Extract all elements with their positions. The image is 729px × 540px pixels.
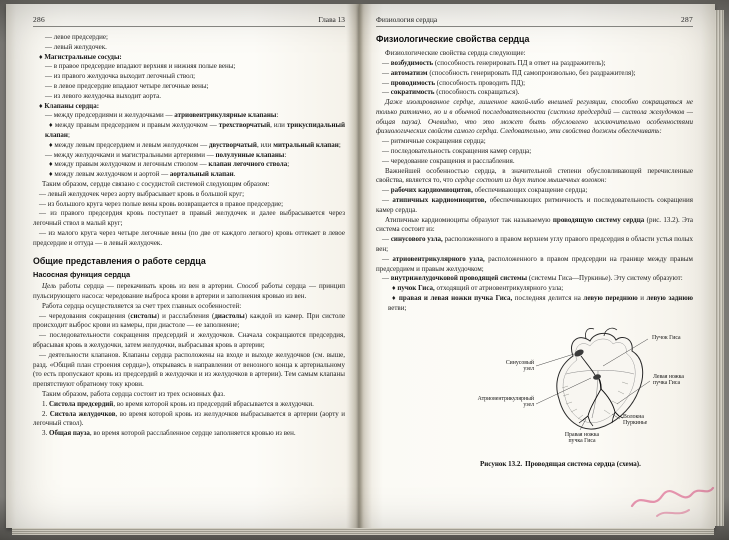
paragraph: Цель работы сердца — перекачивать кровь из вен в артерии. Способ работы сердца — принцип пульсирующего насоса: чередование выброса крови в артерии и заполнения кровью из вен. [33,282,346,300]
right-page [359,4,715,528]
paragraph: Работа сердца осуществляется за счет трех главных особенностей: [42,301,242,310]
list-item: — внутрижелудочковой проводящей системы (системы Гиса—Пуркинье). Эту систему образуют: [382,274,683,283]
list-item: — чередования сокращения (систолы) и расслабления (диастолы) каждой из камер. При систоле происходит выброс крови из камеры, при диастоле — ее заполнение; [33,311,346,330]
left-running-header [33,15,345,27]
book-spread [0,2,729,538]
paragraph: Даже изолированное сердце, лишенное какой-либо внешней регуляции, способно сокращаться не только ритмично, но и в обычной последовательности (систола предсердий — систола желудочков — общая пауза). Очевидно, что это может быть обусловлено исключительно особенностями физиологических свойств самого сердца. Следовательно, эти свойства должны обеспечивать: [376,98,693,136]
figure-label-av-node: Атриовентрикулярный узел [477,395,534,409]
figure-label-left-branch: Левая ножка пучка Гиса [653,373,684,387]
list-item: — последовательности сокращения предсердий и желудочков. Сначала сокращаются предсердия, вбрасывая кровь в желудочки, затем желудочки, выбрасывая кровь в артерии; [33,331,345,349]
figure-conduction-system [376,324,693,456]
figure-caption [480,460,693,468]
list-item: — в левое предсердие впадают четыре легочные вены; [45,81,209,90]
right-running-title: Физиология сердца [376,15,438,24]
list-item: ♦ Клапаны сердца: [39,101,100,110]
list-item: — из малого круга через четыре легочные вены (по две от каждого легкого) кровь оттекает в левое предсердие и оттуда — в левый желудочек. [33,228,345,247]
paragraph: Физиологические свойства сердца следующие: [385,49,526,58]
left-running-title: Глава 13 [318,15,345,24]
list-item: ♦ между левым желудочком и аортой — аортальный клапан. [49,170,236,179]
list-item: — между желудочками и магистральными артериями — полулунные клапаны: [45,150,287,159]
paragraph: Атипичные кардиомиоциты образуют так называемую проводящую систему сердца (рис. 13.2). Эта система состоит из: [376,215,693,234]
list-item: ♦ пучок Гиса, отходящий от атриовентрикулярного узла; [392,284,564,293]
list-item: — левое предсердие; [45,33,108,41]
list-item: — сократимость (способность сокращаться). [382,88,520,97]
figure-caption-text: Проводящая система сердца (схема). [525,459,641,468]
subsection-heading: Насосная функция сердца [33,269,131,279]
list-item: — деятельности клапанов. Клапаны сердца расположены на входе и выходе желудочков (см. выше, разд. «Общий план строения сердца»), открываясь в направлении от венозного конца к артериальному (то есть пропускают кровь из предсердий в желудочки и из желудочков в артерии). Тем самым клапаны препятствуют обратному току крови. [33,350,345,389]
page-stack-edge-bottom [12,528,714,535]
figure-label-sinus-node: Синусовый узел [505,359,534,373]
figure-label-right-branch: Правая ножка пучка Гиса [564,431,600,445]
right-running-header [376,15,693,27]
list-item: — атриовентрикулярного узла, расположенного в правом предсердии на границе между правым предсердием и правым желудочком; [376,254,693,273]
list-item: ♦ между правым желудочком и легочным стволом — клапан легочного ствола; [49,160,290,169]
list-item: — из левого желудочка выходит аорта. [45,91,161,100]
page-stack-edge-right [715,10,724,526]
list-item: — левый желудочек. [45,42,107,51]
list-item: — между предсердиями и желудочками — атриовентрикулярные клапаны: [45,111,279,120]
paragraph: Таким образом, сердце связано с сосудистой системой следующим образом: [42,179,270,188]
right-page-number: 287 [681,15,693,24]
list-item: ♦ правая и левая ножки пучка Гиса, последняя делится на левую переднюю и левую заднюю ветви; [388,294,694,312]
list-item: ♦ между левым предсердием и левым желудочком — двустворчатый, или митральный клапан; [49,140,341,149]
list-item: ♦ Магистральные сосуды: [39,52,122,61]
numbered-item: 3. Общая пауза, во время которой расслабленное сердце заполняется кровью из вен. [42,429,296,438]
left-page-text [33,33,345,439]
list-item: ♦ между правым предсердием и правым желудочком — трехстворчатый, или трикуспидальный клапан; [45,121,345,139]
right-page-text [376,34,693,314]
list-item: — в правое предсердие впадают верхняя и нижняя полые вены; [45,62,236,71]
list-item: — возбудимость (способность генерировать ПД в ответ на раздражитель); [382,58,606,67]
paragraph: Таким образом, работа сердца состоит из трех основных фаз. [42,389,225,398]
right-page-inner [359,4,715,528]
left-page [6,4,359,528]
list-item: — атипичных кардиомиоцитов, обеспечивающих ритмичность и последовательность сокращения камер сердца. [376,196,693,214]
left-page-number: 286 [33,15,45,24]
paragraph: Важнейшей особенностью сердца, в значительной степени обусловливающей перечисленные свойства, является то, что сердце состоит из двух типов мышечных волокон: [376,166,693,185]
section-heading: Общие представления о работе сердца [33,255,206,266]
figure-caption-label: Рисунок 13.2. [480,459,523,468]
heart-diagram-icon [376,324,693,456]
left-page-inner [6,4,359,528]
list-item: — чередование сокращения и расслабления. [382,156,515,165]
list-item: — левый желудочек через аорту выбрасывает кровь в большой круг; [39,189,245,198]
list-item: — последовательность сокращения камер сердца; [382,147,532,156]
list-item: — из правого желудочка выходит легочный ствол; [45,72,196,81]
list-item: — из правого предсердия кровь поступает в правый желудочек и далее выбрасывается через легочный ствол в малый круг; [33,209,345,228]
list-item: — автоматизм (способность генерировать ПД самопроизвольно, без раздражителя); [382,68,636,77]
list-item: — ритмичные сокращения сердца; [382,137,486,146]
numbered-item: 1. Систола предсердий, во время которой кровь из предсердий вбрасывается в желудочки. [42,399,314,408]
numbered-item: 2. Систола желудочков, во время которой кровь из желудочков выбрасывается в артерии (аорту и легочный ствол). [33,409,346,428]
list-item: — рабочих кардиомиоцитов, обеспечивающих сокращение сердца; [382,186,588,195]
list-item: — из большого круга через полые вены кровь возвращается в правое предсердие; [39,199,284,208]
figure-label-his-bundle: Пучок Гиса [652,334,681,341]
figure-label-purkinje: Волокна Пуркинье [623,413,648,427]
list-item: — синусового узла, расположенного в правом верхнем углу правого предсердия в области устья полых вен; [376,235,693,254]
section-heading: Физиологические свойства сердца [376,34,530,44]
list-item: — проводимость (способность проводить ПД); [382,78,526,87]
